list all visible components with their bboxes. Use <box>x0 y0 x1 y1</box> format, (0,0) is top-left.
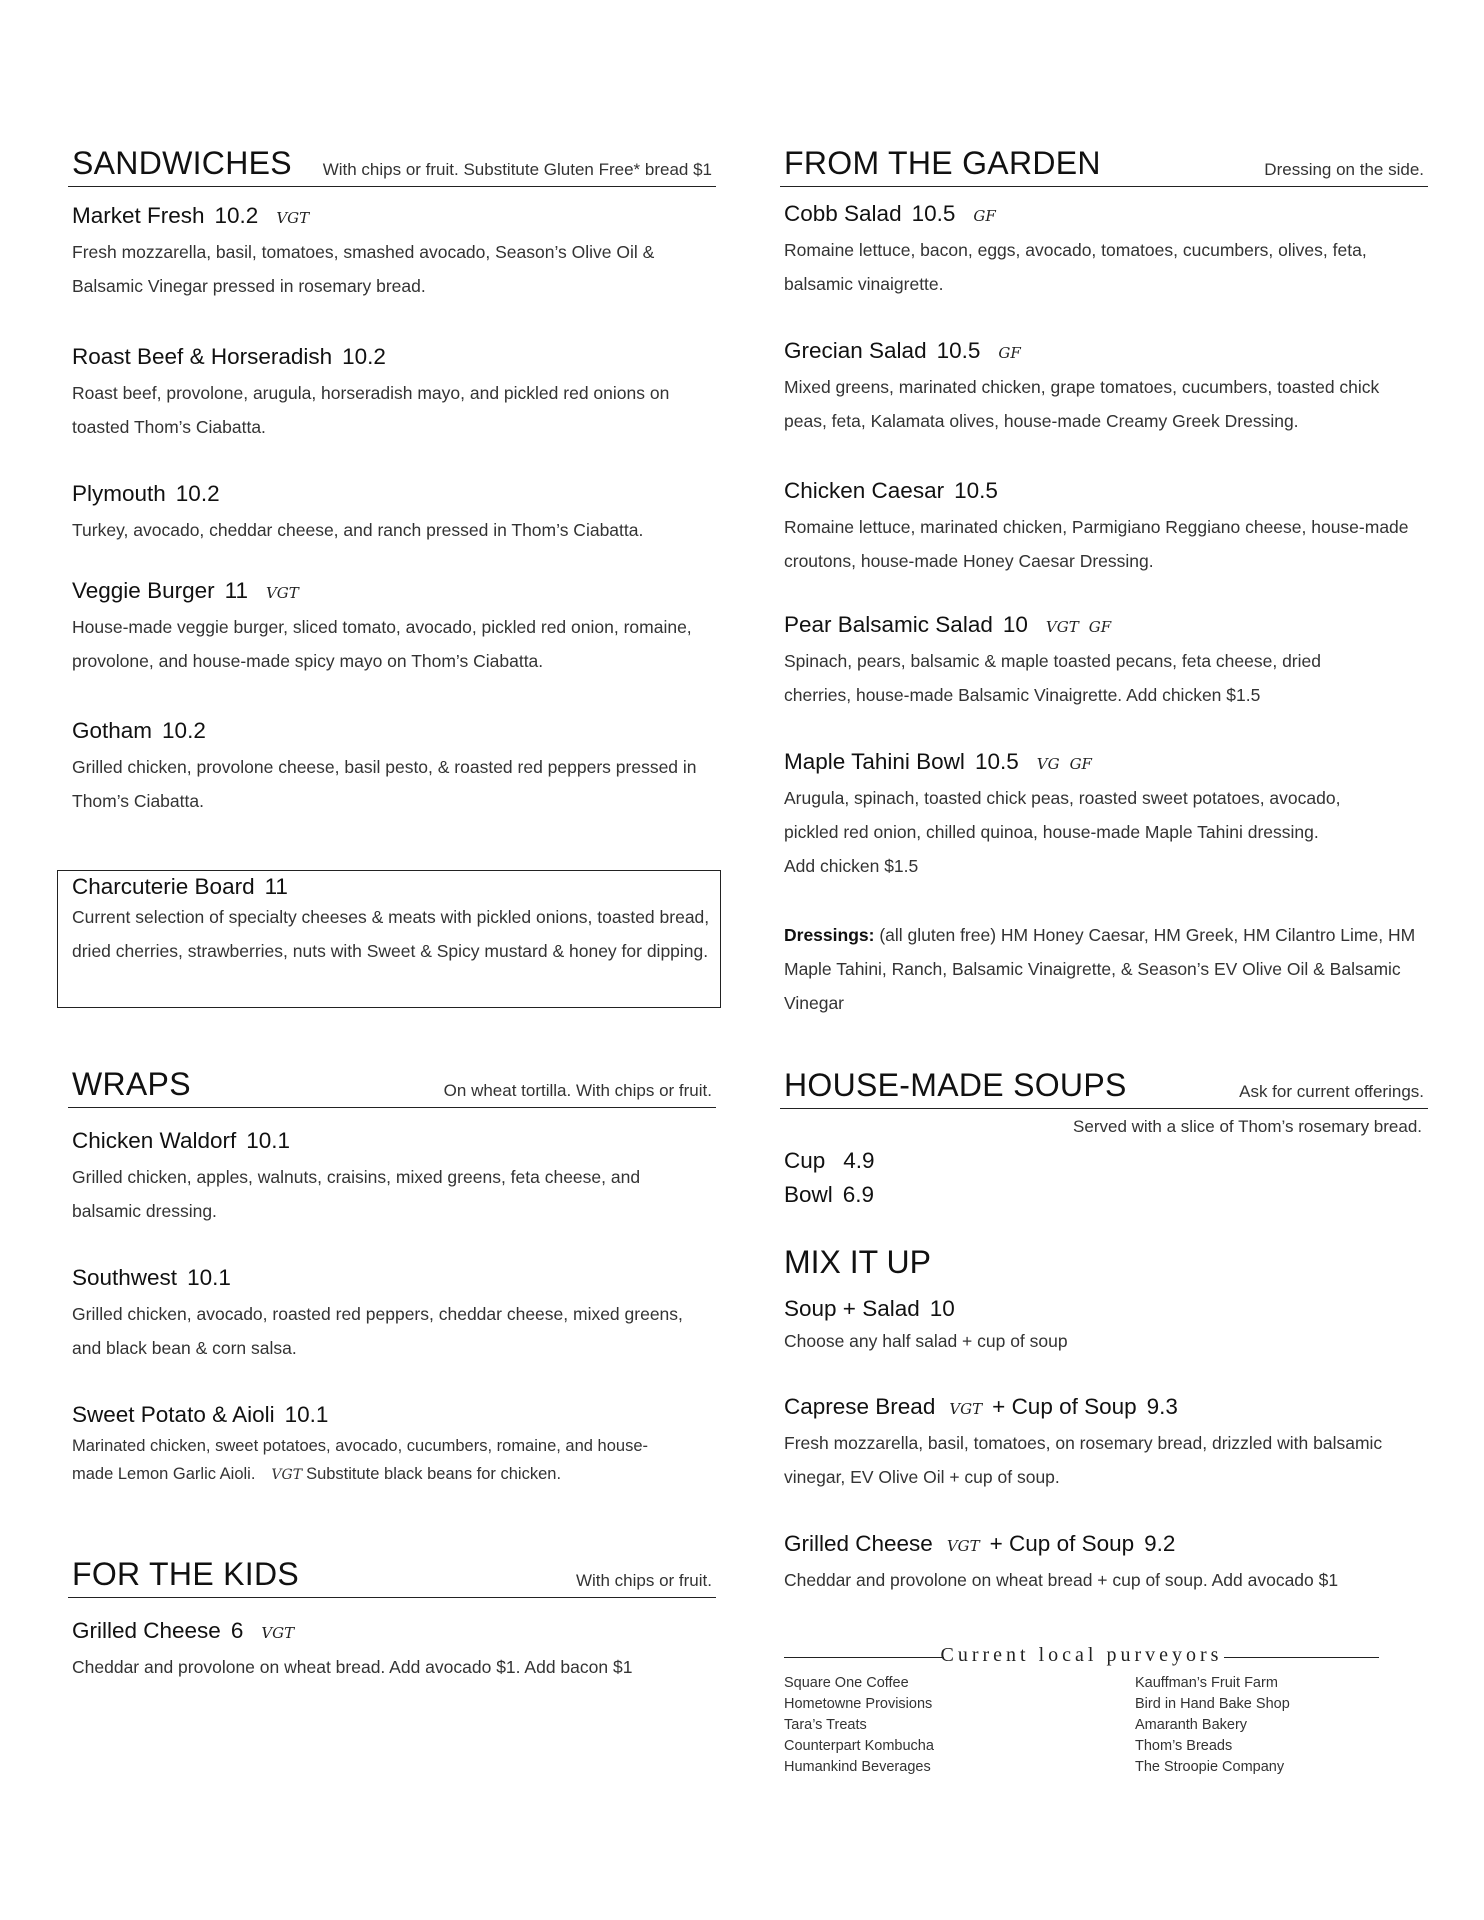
purveyors-list-right <box>1135 1673 1290 1778</box>
item-description: Grilled chicken, avocado, roasted red peppers, cheddar cheese, mixed greens, and black bean & corn salsa. <box>72 1304 683 1358</box>
menu-item-market-fresh <box>72 203 712 303</box>
item-price: 10.5 <box>954 478 998 503</box>
item-name-line <box>72 1128 712 1154</box>
menu-item-veggie-burger <box>72 578 712 678</box>
item-price: 10 <box>929 1296 955 1321</box>
item-name-line <box>72 1402 712 1428</box>
soups-note: Ask for current offerings. <box>1239 1082 1424 1101</box>
item-name: Chicken Caesar <box>784 478 945 503</box>
purveyor-item: Square One Coffee <box>784 1675 909 1691</box>
item-price: 9.2 <box>1144 1531 1176 1556</box>
vegetarian-badge: VGT <box>949 1400 983 1418</box>
item-description: Romaine lettuce, bacon, eggs, avocado, tomatoes, cucumbers, olives, feta, balsamic vinaigrette. <box>784 240 1367 294</box>
item-price: 10.1 <box>187 1265 231 1290</box>
soup-bowl-label: Bowl <box>784 1182 833 1207</box>
item-price: 10 <box>1002 612 1028 637</box>
item-name: Roast Beef & Horseradish <box>72 344 333 369</box>
soup-cup-price: 4.9 <box>843 1148 875 1173</box>
item-description: Grilled chicken, apples, walnuts, craisins, mixed greens, feta cheese, and balsamic dressing. <box>72 1167 641 1221</box>
item-name-line <box>72 203 712 229</box>
kids-title: FOR THE KIDS <box>72 1556 300 1592</box>
divider-right <box>1224 1657 1379 1658</box>
sandwiches-note: With chips or fruit. Substitute Gluten Free* bread $1 <box>322 160 712 179</box>
item-description: Turkey, avocado, cheddar cheese, and ranch pressed in Thom’s Ciabatta. <box>72 520 644 540</box>
vegetarian-badge: VGT <box>261 1624 295 1642</box>
sandwiches-header <box>68 142 716 187</box>
menu-item-charcuterie <box>72 874 712 968</box>
item-name-line <box>72 718 712 744</box>
soups-subnote: Served with a slice of Thom’s rosemary bread. <box>1073 1117 1422 1136</box>
item-name: Gotham <box>72 718 153 743</box>
item-name: Grilled Cheese <box>72 1618 221 1643</box>
gluten-free-badge: GF <box>998 344 1021 362</box>
item-name-line <box>784 749 1424 775</box>
garden-header <box>780 142 1428 187</box>
item-name-line <box>784 338 1424 364</box>
item-name: Soup + Salad <box>784 1296 920 1321</box>
item-description <box>72 1432 672 1489</box>
item-name-line <box>784 201 1424 227</box>
menu-item-caprese-bread <box>784 1394 1424 1494</box>
dressings-note <box>784 918 1424 1020</box>
wraps-header <box>68 1063 716 1108</box>
item-price: 10.5 <box>911 201 956 226</box>
menu-item-grilled-cheese-soup <box>784 1531 1424 1597</box>
item-description: Cheddar and provolone on wheat bread + cup of soup. Add avocado $1 <box>784 1570 1339 1590</box>
item-description: Mixed greens, marinated chicken, grape tomatoes, cucumbers, toasted chick peas, feta, Kalamata olives, house-made Creamy Greek Dressing. <box>784 377 1380 431</box>
item-description-text: Arugula, spinach, toasted chick peas, roasted sweet potatoes, avocado, pickled red onion, chilled quinoa, house-made Maple Tahini dressing. <box>784 788 1341 842</box>
right-column <box>780 0 1428 1920</box>
soup-bowl-price: 6.9 <box>842 1182 875 1207</box>
item-price: 10.5 <box>936 338 981 363</box>
soup-bowl <box>784 1182 874 1208</box>
item-suffix: + Cup of Soup <box>992 1394 1137 1419</box>
menu-item-cobb-salad <box>784 201 1424 301</box>
item-name: Grecian Salad <box>784 338 927 363</box>
vegetarian-badge: VGT <box>946 1537 980 1555</box>
item-description: Current selection of specialty cheeses & meats with pickled onions, toasted bread, dried cherries, strawberries, nuts with Sweet & Spicy mustard & honey for dipping. <box>72 907 710 961</box>
item-name: Maple Tahini Bowl <box>784 749 965 774</box>
menu-item-grecian-salad <box>784 338 1424 438</box>
vegetarian-badge: VGT <box>265 584 299 602</box>
left-column <box>68 0 716 1920</box>
item-price: 6 <box>230 1618 244 1643</box>
purveyor-item: Bird in Hand Bake Shop <box>1135 1696 1290 1712</box>
item-name-line <box>784 478 1424 504</box>
item-name-line <box>72 344 712 370</box>
item-name: Cobb Salad <box>784 201 902 226</box>
item-suffix: + Cup of Soup <box>989 1531 1135 1556</box>
kids-note: With chips or fruit. <box>575 1571 712 1590</box>
purveyors-list-left <box>784 1673 934 1778</box>
menu-item-maple-tahini <box>784 749 1424 883</box>
item-price: 10.2 <box>162 718 206 743</box>
menu-item-soup-salad <box>784 1296 1424 1358</box>
menu-item-plymouth <box>72 481 712 547</box>
item-name: Veggie Burger <box>72 578 215 603</box>
vegetarian-badge: VGT <box>1045 618 1079 636</box>
purveyor-item: Kauffman’s Fruit Farm <box>1135 1675 1278 1691</box>
item-name: Market Fresh <box>72 203 205 228</box>
menu-item-chicken-caesar <box>784 478 1424 578</box>
menu-item-roast-beef <box>72 344 712 444</box>
item-price: 10.2 <box>342 344 386 369</box>
dressings-label: Dressings: <box>784 925 875 945</box>
purveyors-title: Current local purveyors <box>940 1644 1223 1666</box>
item-description: Romaine lettuce, marinated chicken, Parmigiano Reggiano cheese, house-made croutons, house-made Honey Caesar Dressing. <box>784 517 1409 571</box>
item-price: 10.1 <box>246 1128 291 1153</box>
menu-item-gotham <box>72 718 712 818</box>
item-description-tail: Substitute black beans for chicken. <box>306 1465 562 1483</box>
item-name: Chicken Waldorf <box>72 1128 237 1153</box>
item-name: Plymouth <box>72 481 166 506</box>
garden-note: Dressing on the side. <box>1264 160 1424 179</box>
item-description: Cheddar and provolone on wheat bread. Add avocado $1. Add bacon $1 <box>72 1657 633 1677</box>
item-name-line <box>784 1296 1424 1322</box>
soup-cup-label: Cup <box>784 1148 826 1173</box>
purveyor-item: Humankind Beverages <box>784 1759 931 1775</box>
sandwiches-title: SANDWICHES <box>72 145 292 181</box>
item-name: Sweet Potato & Aioli <box>72 1402 275 1427</box>
vegetarian-badge: VGT <box>271 1467 303 1483</box>
item-description: Fresh mozzarella, basil, tomatoes, on rosemary bread, drizzled with balsamic vinegar, EV Olive Oil + cup of soup. <box>784 1433 1383 1487</box>
item-name-line <box>72 481 712 507</box>
item-description: House-made veggie burger, sliced tomato, avocado, pickled red onion, romaine, provolone, and house-made spicy mayo on Thom’s Ciabatta. <box>72 617 692 671</box>
vegan-badge: VG <box>1036 755 1060 773</box>
wraps-title: WRAPS <box>72 1066 191 1102</box>
menu-item-pear-balsamic <box>784 612 1424 712</box>
item-name-line <box>72 1618 712 1644</box>
item-name-line <box>72 1265 712 1291</box>
purveyor-item: Counterpart Kombucha <box>784 1738 934 1754</box>
item-description: Spinach, pears, balsamic & maple toasted pecans, feta cheese, dried cherries, house-made Balsamic Vinaigrette. Add chicken $1.5 <box>784 651 1321 705</box>
item-price: 10.5 <box>974 749 1019 774</box>
purveyor-item: Hometowne Provisions <box>784 1696 933 1712</box>
soups-title: HOUSE-MADE SOUPS <box>784 1067 1127 1103</box>
gluten-free-badge: GF <box>1069 755 1092 773</box>
item-name-line <box>72 578 712 604</box>
gluten-free-badge: GF <box>973 207 996 225</box>
garden-title: FROM THE GARDEN <box>784 145 1101 181</box>
soup-cup <box>784 1148 875 1174</box>
item-name-line <box>784 612 1424 638</box>
menu-item-kids-grilled-cheese <box>72 1618 712 1684</box>
item-description: Fresh mozzarella, basil, tomatoes, smashed avocado, Season’s Olive Oil & Balsamic Vinegar pressed in rosemary bread. <box>72 242 655 296</box>
item-description: Choose any half salad + cup of soup <box>784 1331 1068 1351</box>
item-name: Grilled Cheese <box>784 1531 933 1556</box>
item-name: Southwest <box>72 1265 178 1290</box>
item-name: Charcuterie Board <box>72 874 255 899</box>
item-description: Roast beef, provolone, arugula, horseradish mayo, and pickled red onions on toasted Thom’s Ciabatta. <box>72 383 670 437</box>
menu-item-sweet-potato <box>72 1402 712 1489</box>
purveyor-item: Amaranth Bakery <box>1135 1717 1248 1733</box>
item-name-line <box>72 874 712 900</box>
item-price: 10.2 <box>175 481 220 506</box>
kids-header <box>68 1553 716 1598</box>
wraps-note: On wheat tortilla. With chips or fruit. <box>443 1081 712 1100</box>
item-price: 10.1 <box>284 1402 329 1427</box>
item-description: Grilled chicken, provolone cheese, basil pesto, & roasted red peppers pressed in Thom’s Ciabatta. <box>72 757 697 811</box>
dressings-text: (all gluten free) HM Honey Caesar, HM Greek, HM Cilantro Lime, HM Maple Tahini, Ranch, Balsamic Vinaigrette, & Season’s EV Olive Oil & Balsamic Vinegar <box>784 925 1416 1013</box>
soups-header <box>780 1064 1428 1109</box>
purveyor-item: The Stroopie Company <box>1135 1759 1285 1775</box>
item-name-line <box>784 1531 1424 1557</box>
menu-item-chicken-waldorf <box>72 1128 712 1228</box>
item-description <box>784 781 1399 883</box>
gluten-free-badge: GF <box>1088 618 1112 636</box>
purveyor-item: Thom’s Breads <box>1135 1738 1233 1754</box>
item-price: 10.2 <box>214 203 259 228</box>
purveyor-item: Tara’s Treats <box>784 1717 867 1733</box>
item-price: 9.3 <box>1146 1394 1178 1419</box>
vegetarian-badge: VGT <box>276 209 310 227</box>
purveyors-header <box>784 1644 1379 1668</box>
item-price: 11 <box>224 578 248 603</box>
item-description-text: Marinated chicken, sweet potatoes, avocado, cucumbers, romaine, and house-made Lemon Garlic Aioli. <box>72 1437 648 1483</box>
item-name: Pear Balsamic Salad <box>784 612 993 637</box>
item-description-addon: Add chicken $1.5 <box>784 856 919 876</box>
menu-item-southwest <box>72 1265 712 1365</box>
item-name-line <box>784 1394 1424 1420</box>
mix-title: MIX IT UP <box>784 1244 931 1280</box>
item-name: Caprese Bread <box>784 1394 936 1419</box>
item-price: 11 <box>264 874 288 899</box>
